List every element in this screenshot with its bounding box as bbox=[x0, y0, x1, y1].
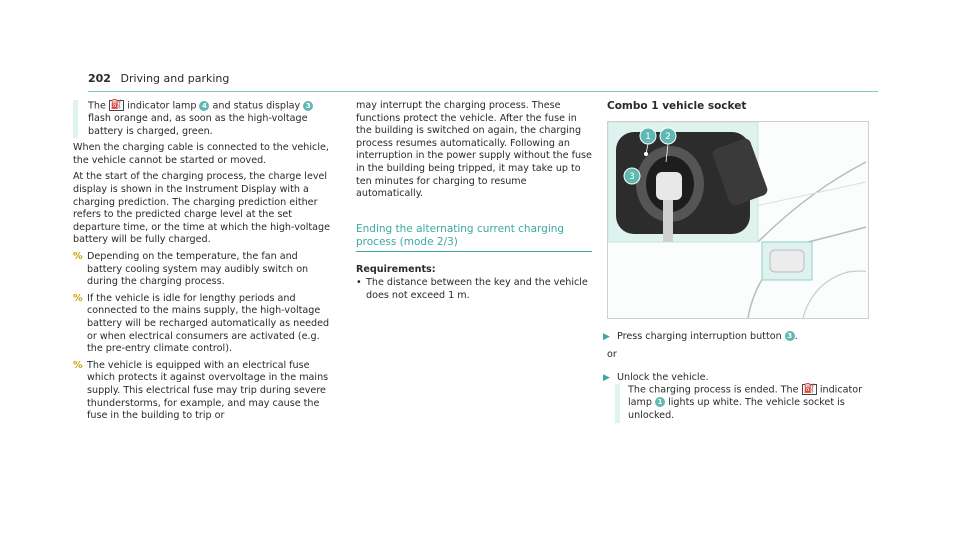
text: flash orange and, as soon as the high-voltage battery is charged, green. bbox=[88, 113, 308, 137]
or-text: or bbox=[607, 349, 617, 361]
column-2 bbox=[356, 100, 592, 303]
text: Press charging interruption button bbox=[617, 330, 785, 342]
callout-badge: 3 bbox=[785, 331, 795, 341]
info-icon: % bbox=[73, 251, 83, 263]
text: lights up white. The vehicle socket is unlocked. bbox=[628, 397, 845, 422]
callout-badge: 4 bbox=[199, 101, 209, 111]
paragraph-continued: may interrupt the charging process. These functions protect the vehicle. After the fuse in the building is switched on again, the charging process resumes automatically. Following an interruption in the power supply without the fuse in the building being tripped, it may take up to ten minutes for charging to resume automatically. bbox=[356, 100, 592, 200]
paragraph-cable: When the charging cable is connected to the vehicle, the vehicle cannot be started or moved. bbox=[73, 142, 329, 166]
info-icon: % bbox=[73, 292, 83, 304]
step-result bbox=[615, 384, 867, 422]
callout-1: 1 bbox=[645, 131, 651, 142]
socket-illustration bbox=[608, 122, 868, 318]
text: The bbox=[88, 100, 109, 112]
note-text: Depending on the temperature, the fan and battery cooling system may audibly switch on during the charging process. bbox=[87, 251, 309, 288]
note-fuse bbox=[73, 360, 335, 423]
text: and status display bbox=[209, 100, 304, 112]
note-text: If the vehicle is idle for lengthy periods and connected to the mains supply, the high-voltage battery will be recharged automatically as needed or when electrical consumers are activated (e.g. the pre-entry climate control). bbox=[87, 292, 330, 355]
callout-2: 2 bbox=[665, 131, 671, 142]
step-press-button bbox=[599, 331, 867, 344]
column-3 bbox=[599, 100, 867, 423]
page-number: 202 bbox=[88, 72, 111, 85]
requirements-heading: Requirements: bbox=[356, 263, 436, 275]
step-arrow-icon: ▶ bbox=[603, 372, 610, 383]
step-unlock bbox=[599, 372, 867, 385]
note-idle bbox=[73, 293, 335, 356]
column-1 bbox=[73, 100, 335, 427]
figure-title: Combo 1 vehicle socket bbox=[607, 100, 747, 112]
page-header bbox=[88, 72, 229, 85]
header-rule bbox=[88, 91, 878, 92]
paragraph-charge-display: At the start of the charging process, the charge level display is shown in the Instrument Display with a charging prediction. The charging prediction either refers to the predicted charge level at the set departure time, or the time at which the high-voltage battery will be fully charged. bbox=[73, 171, 331, 246]
text: indicator lamp bbox=[124, 100, 200, 112]
callout-badge: 1 bbox=[655, 397, 665, 407]
requirement-item: • The distance between the key and the vehicle does not exceed 1 m. bbox=[356, 277, 592, 302]
section-heading: Ending the alternating current charging process (mode 2/3) bbox=[356, 223, 592, 252]
paragraph-indicator bbox=[73, 100, 335, 138]
callout-3: 3 bbox=[629, 171, 635, 182]
note-fan bbox=[73, 251, 335, 289]
step-arrow-icon: ▶ bbox=[603, 331, 610, 342]
section-title: Driving and parking bbox=[120, 72, 230, 85]
text: Unlock the vehicle. bbox=[617, 371, 709, 383]
text: . bbox=[794, 330, 798, 342]
info-icon: % bbox=[73, 359, 83, 371]
text: The charging process is ended. The bbox=[628, 384, 802, 396]
callout-badge: 3 bbox=[303, 101, 313, 111]
vehicle-socket-figure bbox=[607, 121, 869, 319]
note-text: The vehicle is equipped with an electrical fuse which protects it against overvoltage in the mains supply. This electrical fuse may trip during severe thunderstorms, for example, and may cause the fuse in the building to trip or bbox=[87, 359, 329, 422]
charging-plug-icon: ⛽ bbox=[803, 384, 815, 395]
charging-plug-icon: ⛽ bbox=[110, 100, 123, 110]
text: indicator lamp bbox=[628, 384, 863, 409]
